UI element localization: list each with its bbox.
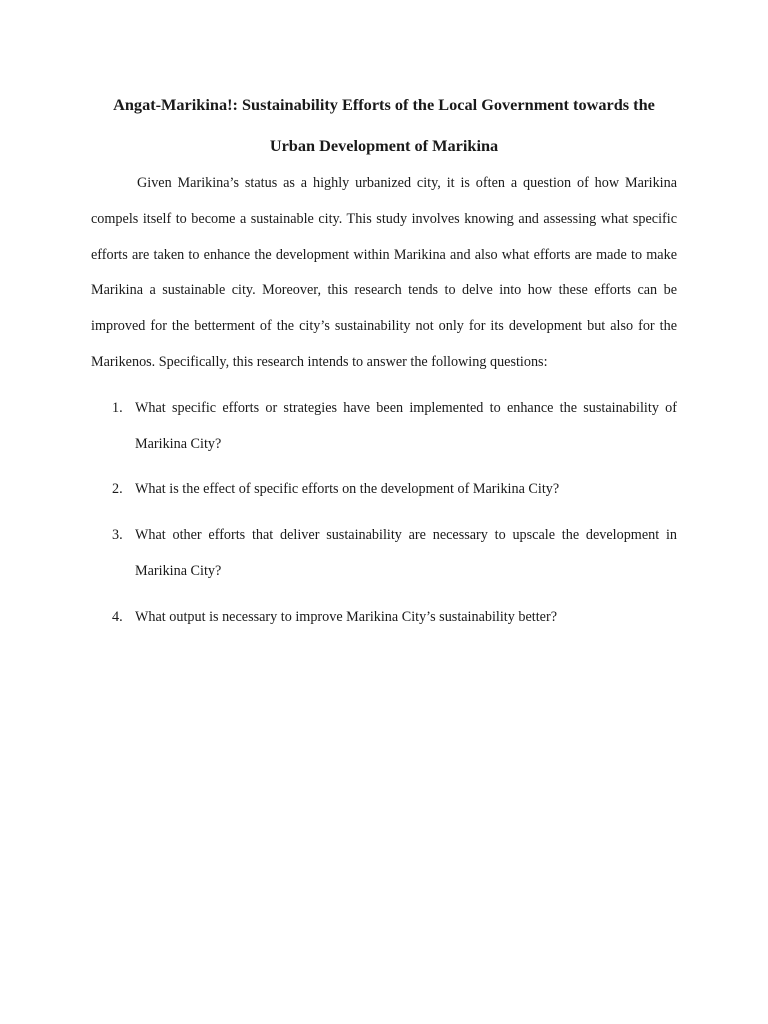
list-item-text: What output is necessary to improve Marikina City’s sustainability better? xyxy=(135,608,557,625)
list-item-text: What is the effect of specific efforts on the development of Marikina City? xyxy=(135,481,560,498)
list-item-number: 1. xyxy=(112,399,123,416)
list-item xyxy=(91,600,677,636)
list-item-number: 3. xyxy=(112,527,123,544)
list-item-text: What other efforts that deliver sustainability are necessary to upscale the development in Marikina City? xyxy=(135,527,677,579)
document-title xyxy=(91,84,677,166)
title-line-2: Urban Development of Marikina xyxy=(269,136,499,155)
document-page xyxy=(91,84,677,646)
list-item-number: 2. xyxy=(112,481,123,498)
list-item-text: What specific efforts or strategies have been implemented to enhance the sustainability of Marikina City? xyxy=(135,399,677,452)
list-item xyxy=(91,518,677,590)
title-line-1: Angat-Marikina!: Sustainability Efforts of the Local Government towards the xyxy=(113,95,655,114)
list-item xyxy=(91,391,677,463)
list-item-number: 4. xyxy=(112,608,123,625)
list-item xyxy=(91,472,677,508)
research-questions-list xyxy=(91,391,677,636)
intro-paragraph: Given Marikina’s status as a highly urbanized city, it is often a question of how Marikina compels itself to become a sustainable city. This study involves knowing and assessing what specific efforts are taken to enhance the development within Marikina and also what efforts are made to make Marikina a sustainable city. Moreover, this research tends to delve into how these efforts can be improved for the betterment of the city’s sustainability not only for its development but also for the Marikenos. Specifically, this research intends to answer the following questions: xyxy=(91,175,677,370)
